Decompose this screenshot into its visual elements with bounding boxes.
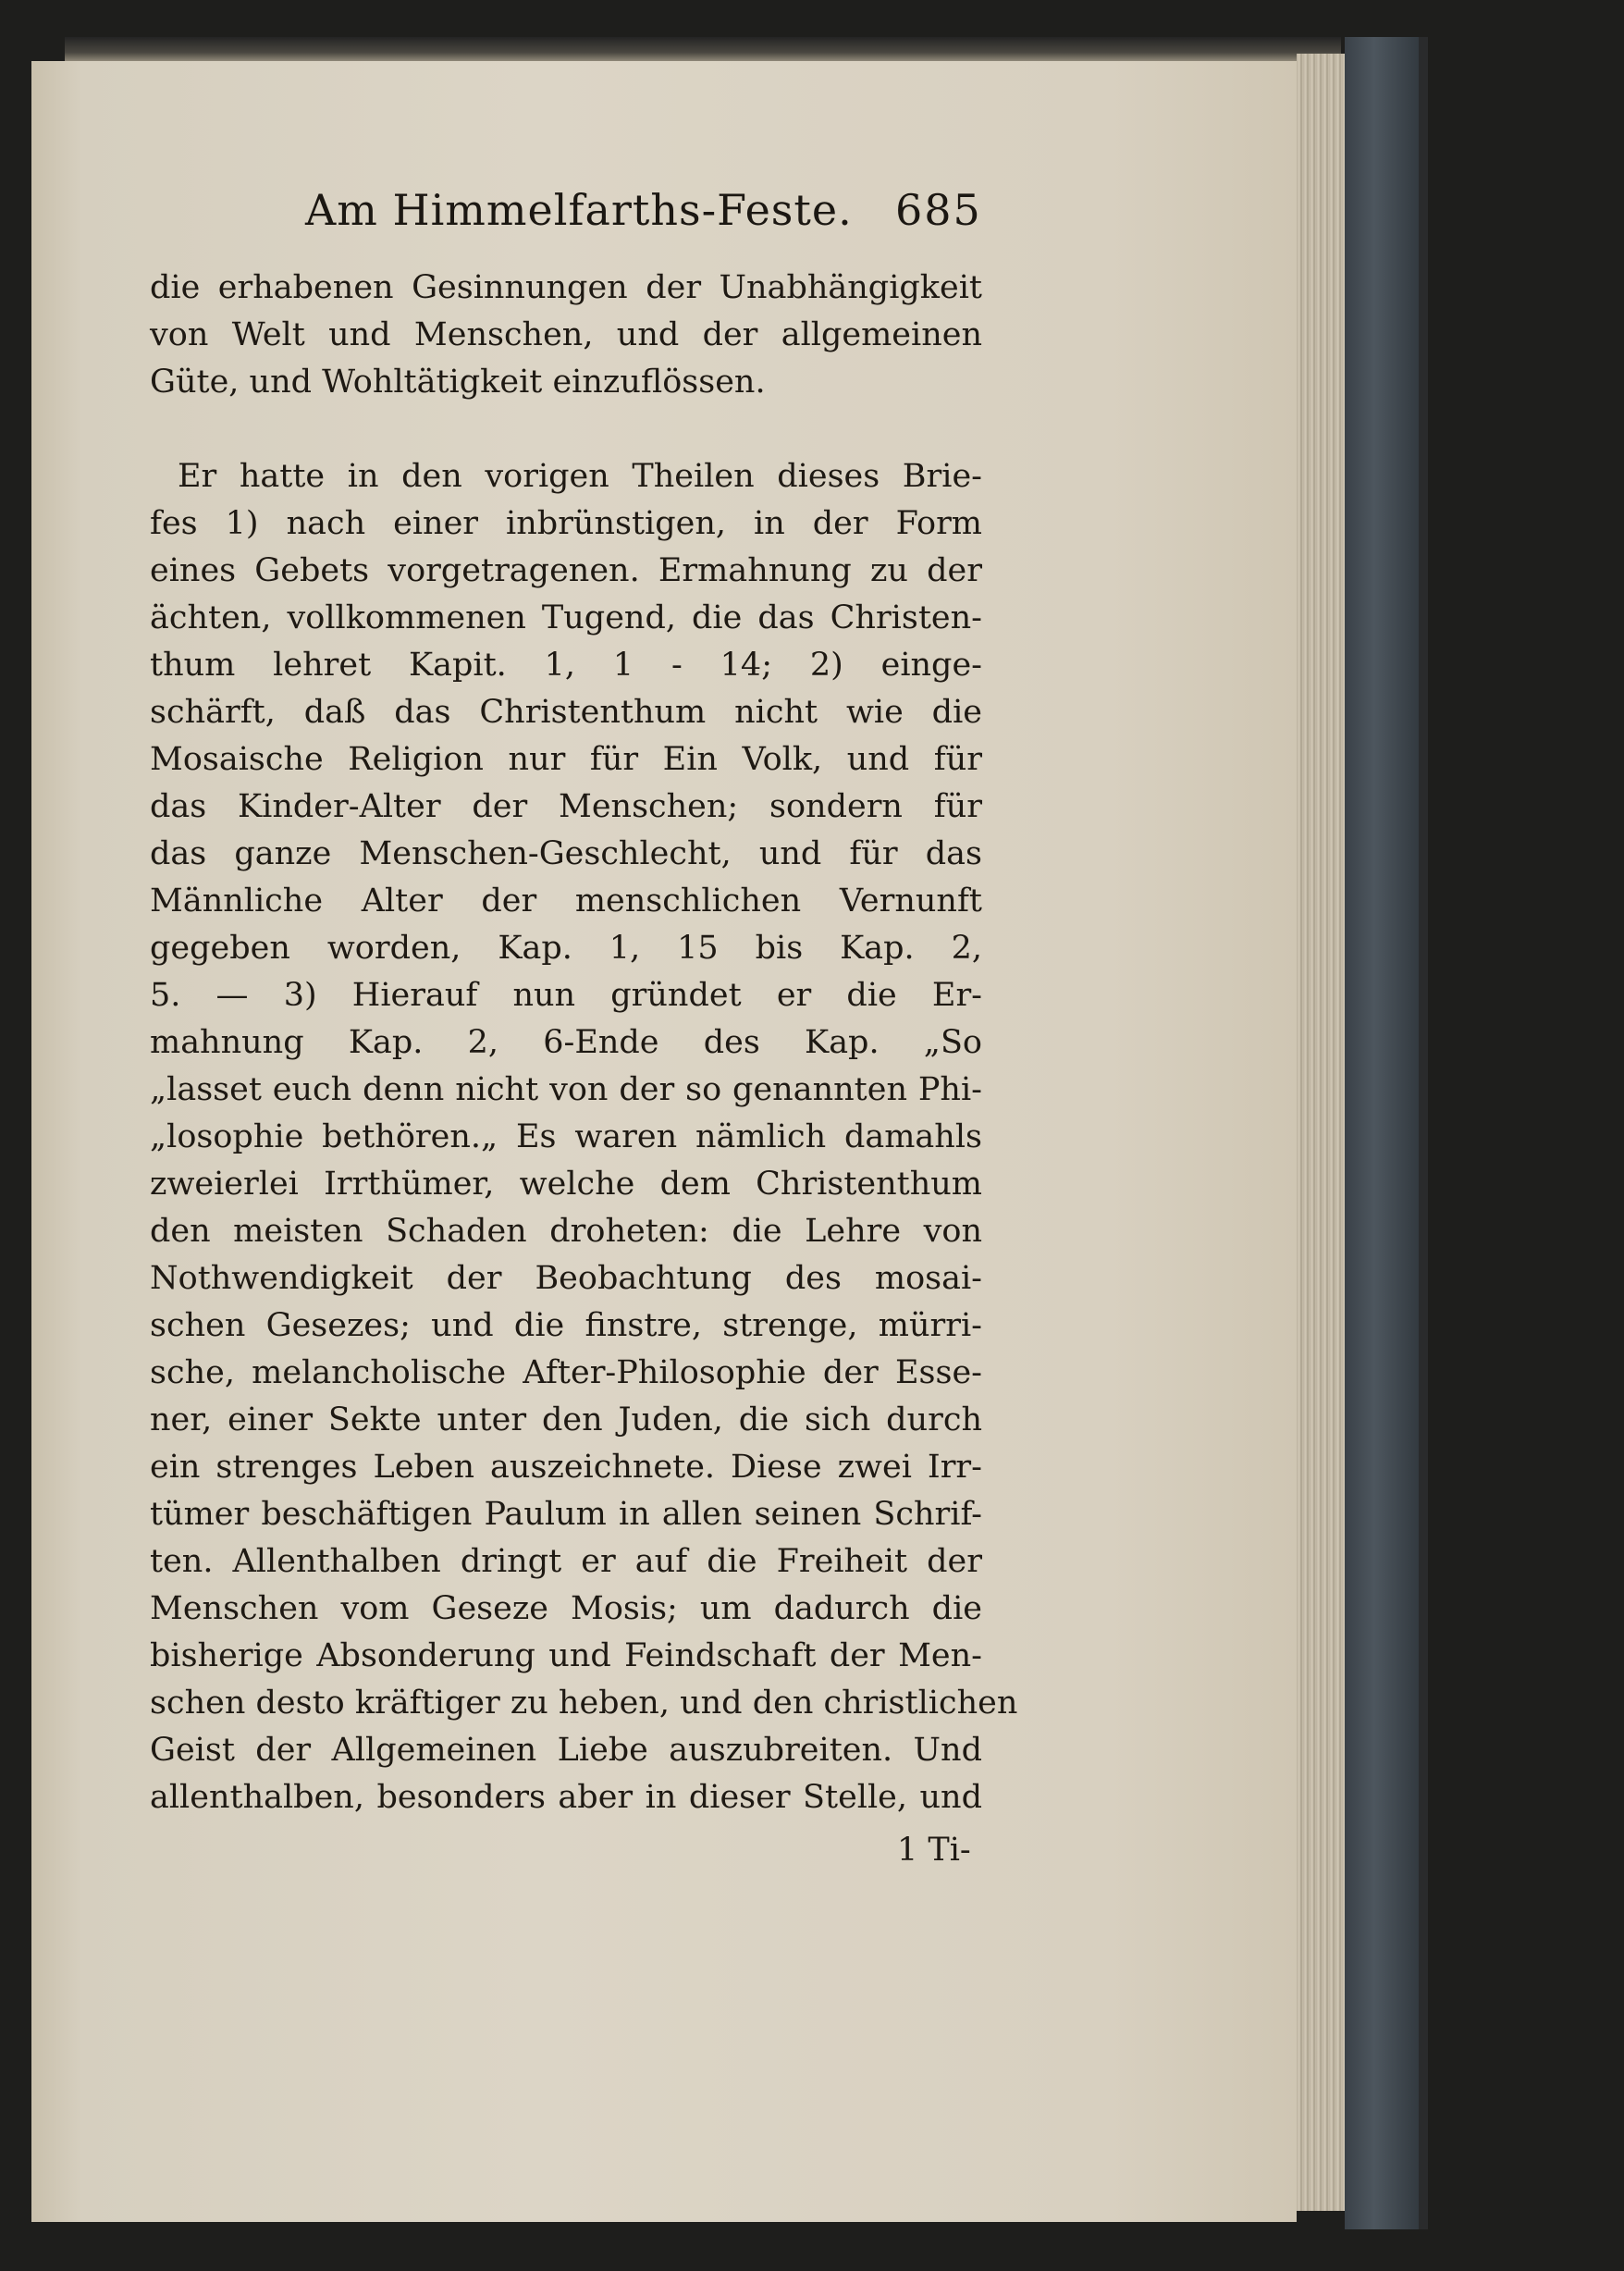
text-line: Geist der Allgemeinen Liebe auszubreiten. Und [150, 1732, 982, 1769]
text-line: Mosaische Religion nur für Ein Volk, und für [150, 741, 982, 778]
text-line: schärft, daß das Christenthum nicht wie die [150, 694, 982, 731]
text-line: das ganze Menschen-Geschlecht, und für das [150, 835, 982, 872]
text-line: Güte, und Wohltätigkeit einzuflössen. [150, 364, 766, 401]
text-line: schen desto kräftiger zu heben, und den christlichen [150, 1685, 1018, 1722]
text-line: eines Gebets vorgetragenen. Ermahnung zu der [150, 552, 982, 589]
text-line: bisherige Absonderung und Feindschaft der Men- [150, 1637, 982, 1674]
text-line: tümer beschäftigen Paulum in allen seinen Schrif- [150, 1496, 982, 1533]
book-top-edge [65, 37, 1341, 63]
catchword: 1 Ti- [897, 1832, 971, 1869]
running-title: Am Himmelfarths-Feste. [305, 185, 853, 235]
text-line: 5. — 3) Hierauf nun gründet er die Er- [150, 977, 982, 1014]
text-line: sche, melancholische After-Philosophie der Esse- [150, 1354, 982, 1391]
text-line: fes 1) nach einer inbrünstigen, in der Form [150, 505, 982, 542]
text-line: Nothwendigkeit der Beobachtung des mosai- [150, 1260, 982, 1297]
text-line: thum lehret Kapit. 1, 1 - 14; 2) einge- [150, 647, 982, 684]
text-line: den meisten Schaden droheten: die Lehre von [150, 1213, 982, 1250]
paragraph-1 [150, 265, 982, 406]
text-line: Menschen vom Geseze Mosis; um dadurch die [150, 1590, 982, 1627]
text-line: das Kinder-Alter der Menschen; sondern für [150, 788, 982, 825]
text-line: ein strenges Leben auszeichnete. Diese zwei Irr- [150, 1449, 982, 1486]
text-line: „lasset euch denn nicht von der so genannten Phi- [150, 1071, 982, 1108]
text-line: von Welt und Menschen, und der allgemeinen [150, 316, 982, 353]
text-line: gegeben worden, Kap. 1, 15 bis Kap. 2, [150, 930, 982, 967]
text-line: die erhabenen Gesinnungen der Unabhängigkeit [150, 269, 982, 306]
text-line: allenthalben, besonders aber in dieser Stelle, und [150, 1779, 982, 1816]
paragraph-2 [150, 453, 1018, 1821]
text-line: schen Gesezes; und die finstre, strenge, mürri- [150, 1307, 982, 1344]
page-header [148, 181, 980, 246]
paragraph-gap [150, 406, 982, 453]
page-number: 685 [895, 185, 982, 235]
text-line: Männliche Alter der menschlichen Vernunft [150, 882, 982, 920]
body-text [150, 265, 1018, 1821]
text-line: ner, einer Sekte unter den Juden, die sich durch [150, 1401, 982, 1438]
text-line: Er hatte in den vorigen Theilen dieses Brie- [178, 458, 982, 495]
page-fore-edge [1297, 54, 1345, 2211]
cover-board-edge [1419, 37, 1428, 2229]
text-line: „losophie bethören.„ Es waren nämlich damahls [150, 1118, 982, 1155]
text-line: ächten, vollkommenen Tugend, die das Christen- [150, 599, 982, 636]
text-line: zweierlei Irrthümer, welche dem Christenthum [150, 1166, 982, 1203]
book-cover-board [1345, 37, 1419, 2229]
text-line: ten. Allenthalben dringt er auf die Freiheit der [150, 1543, 982, 1580]
text-line: mahnung Kap. 2, 6-Ende des Kap. „So [150, 1024, 982, 1061]
